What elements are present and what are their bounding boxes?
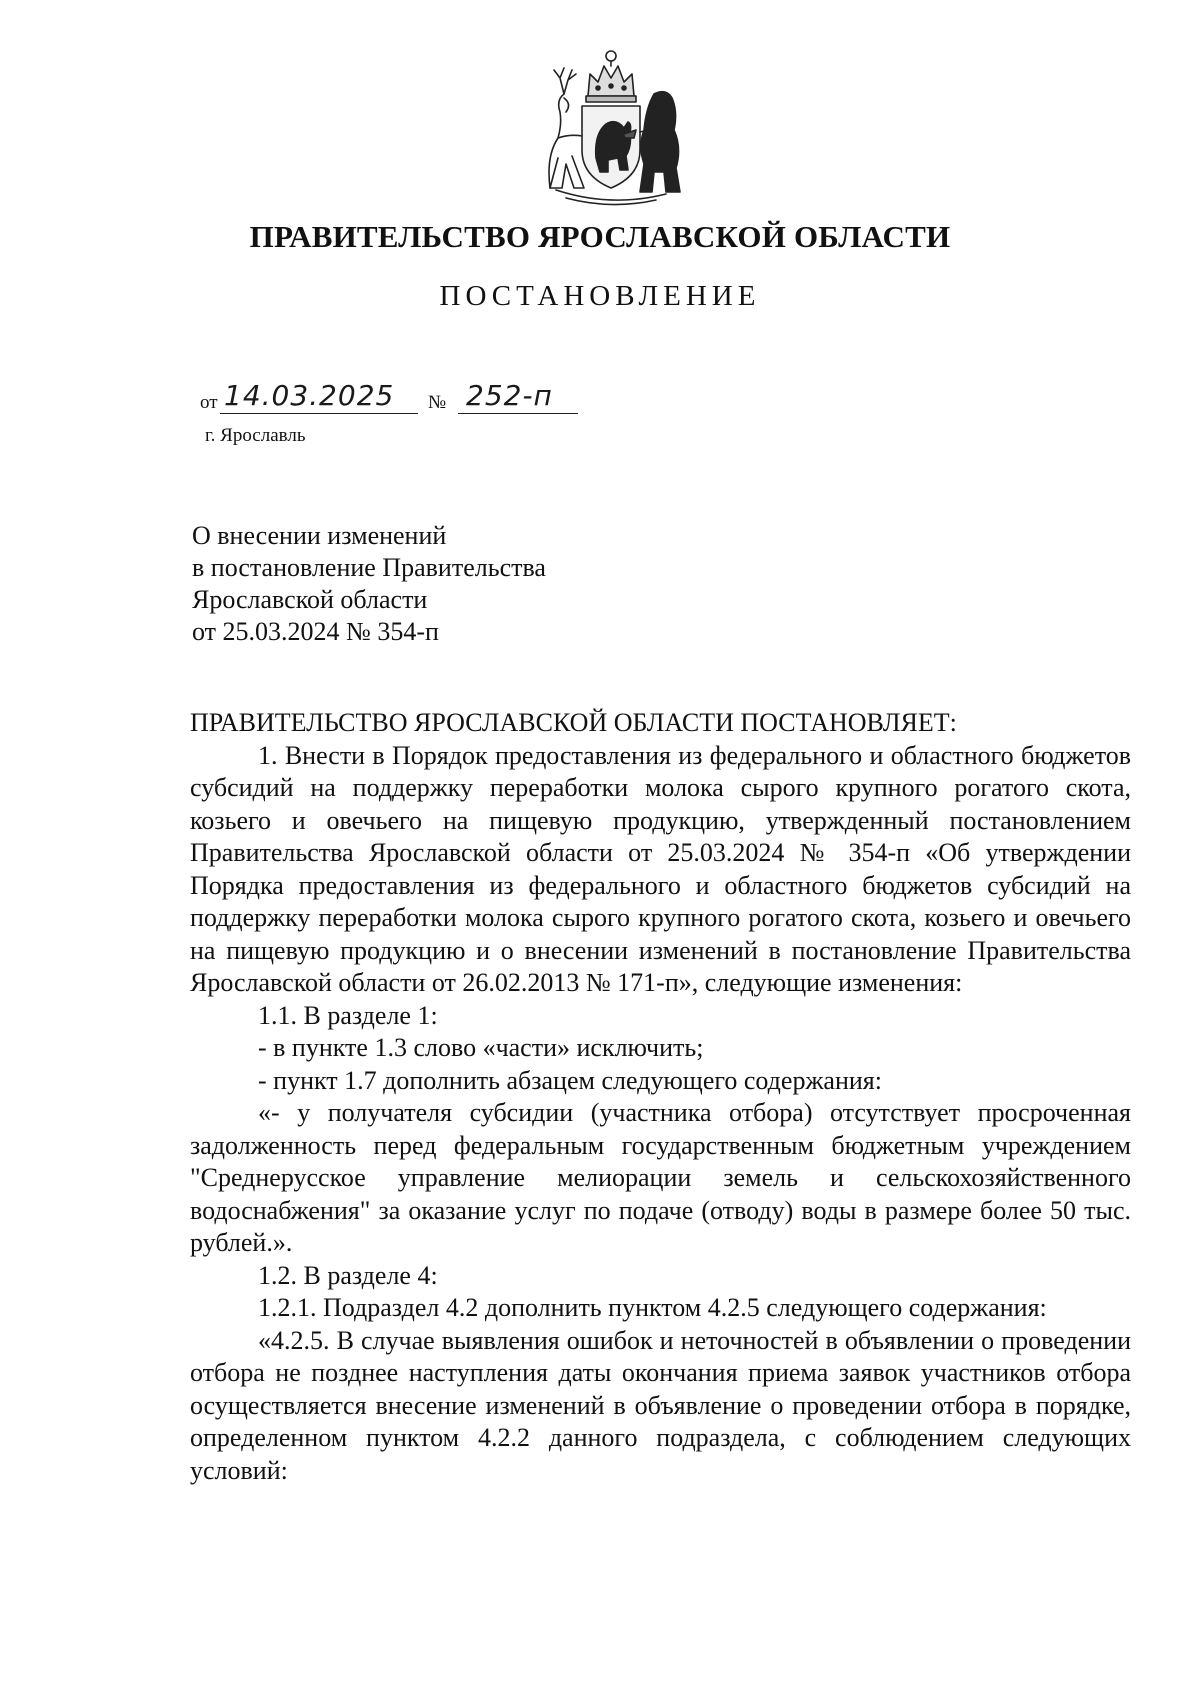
- coat-of-arms-icon: [536, 38, 686, 208]
- paragraph-1-1-a: - в пункте 1.3 слово «части» исключить;: [258, 1033, 704, 1062]
- number-label: №: [428, 392, 447, 413]
- document-body: [190, 707, 1131, 1487]
- paragraph-1: 1. Внести в Порядок предоставления из федерального и областного бюджетов субсидий на поддержку переработки молока сырого крупного рогатого скота, козьего и овечьего на пищевую продукцию, утвержденный постановлением Правительства Ярославской области от 25.03.2024 № 354-п «Об утверждении Порядка предоставления из федерального и областного бюджетов субсидий на поддержку переработки молока сырого крупного рогатого скота, козьего и овечьего на пищевую продукцию и о внесении изменений в постановление Правительства Ярославской области от 26.02.2013 № 171-п», следующие изменения:: [190, 740, 1131, 997]
- document-type: ПОСТАНОВЛЕНИЕ: [439, 280, 761, 312]
- paragraph-4-2-5: «4.2.5. В случае выявления ошибок и неточностей в объявлении о проведении отбора не позднее наступления даты окончания приема заявок участников отбора осуществляется внесение изменений в объявление о проведении отбора в порядке, определенном пунктом 4.2.2 данного подраздела, с соблюдением следующих условий:: [190, 1325, 1131, 1485]
- paragraph-1-1: 1.1. В разделе 1:: [258, 1000, 438, 1030]
- handwritten-date: 14.03.2025: [224, 379, 395, 412]
- organization-title: ПРАВИТЕЛЬСТВО ЯРОСЛАВСКОЙ ОБЛАСТИ: [249, 219, 951, 254]
- document-subject: [192, 520, 792, 648]
- number-underline: [458, 413, 578, 414]
- resolution-lead: ПРАВИТЕЛЬСТВО ЯРОСЛАВСКОЙ ОБЛАСТИ ПОСТАНОВЛЯЕТ:: [190, 708, 957, 737]
- handwritten-number: 252-п: [466, 379, 553, 412]
- paragraph-1-1-quote: «- у получателя субсидии (участника отбора) отсутствует просроченная задолженность перед федеральным государственным бюджетным учреждением "Среднерусское управление мелиорации земель и сельскохозяйственного водоснабжения" за оказание услуг по подаче (отводу) воды в размере более 50 тыс. рублей.».: [190, 1098, 1131, 1257]
- date-underline: [220, 413, 418, 414]
- subject-line: Ярославской области: [192, 585, 428, 614]
- date-label: от: [200, 392, 218, 413]
- city: г. Ярославль: [205, 425, 306, 446]
- subject-line: в постановление Правительства: [192, 553, 546, 582]
- subject-line: О внесении изменений: [192, 521, 447, 550]
- subject-line: от 25.03.2024 № 354-п: [192, 617, 439, 646]
- paragraph-1-1-b: - пункт 1.7 дополнить абзацем следующего содержания:: [258, 1065, 882, 1095]
- paragraph-1-2-1: 1.2.1. Подраздел 4.2 дополнить пунктом 4.2.5 следующего содержания:: [258, 1293, 1047, 1322]
- paragraph-1-2: 1.2. В разделе 4:: [258, 1260, 438, 1290]
- date-number-line: [200, 379, 600, 418]
